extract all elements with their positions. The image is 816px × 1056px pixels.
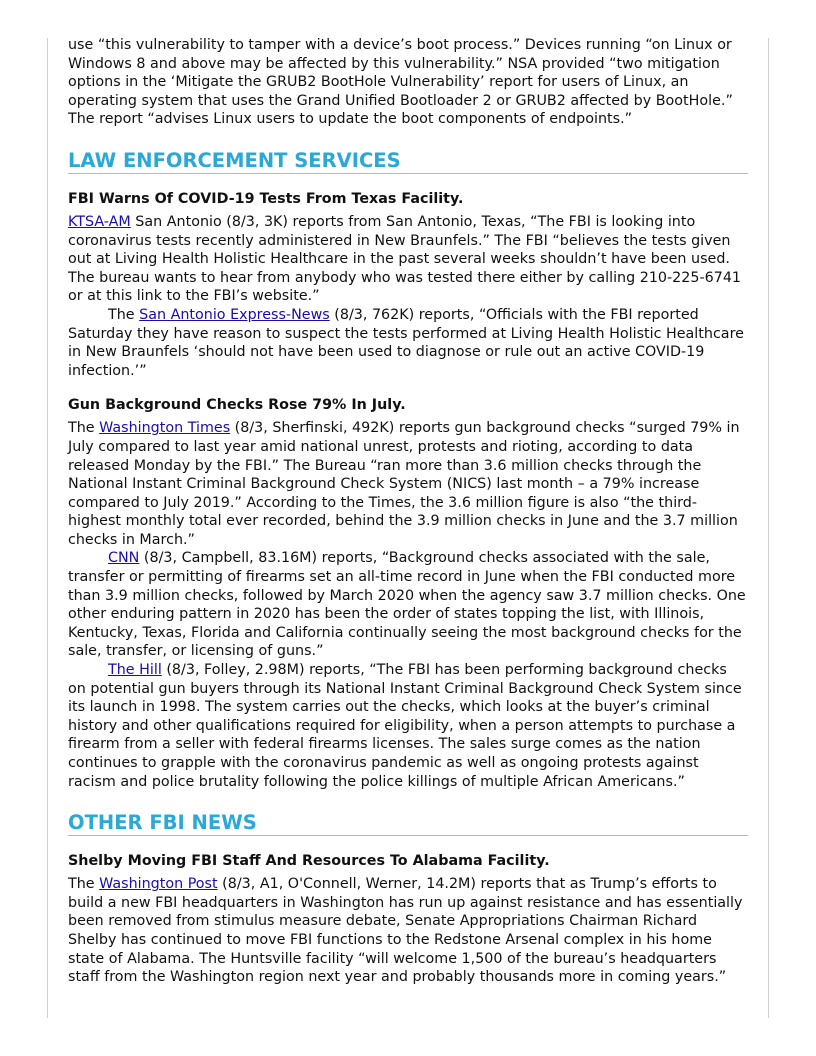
article-paragraph xyxy=(68,213,748,306)
paragraph-text: (8/3, Sherfinski, 492K) reports gun background checks “surged 79% in July compared to last year amid national unrest, protests and rioting, according to data released Monday by the FBI.” The Bureau “ran more than 3.6 million checks through the National Instant Criminal Background Check System (NICS) last month – a 79% increase compared to July 2019.” According to the Times, the 3.6 million figure is also “the third-highest monthly total ever recorded, behind the 3.9 million checks in June and the 3.7 million checks in March.” xyxy=(68,420,740,548)
article-headline-shelby: Shelby Moving FBI Staff And Resources To Alabama Facility. xyxy=(68,853,550,870)
source-link-cnn[interactable]: CNN xyxy=(108,550,140,567)
source-link-the-hill[interactable]: The Hill xyxy=(108,662,162,679)
section-heading-law-enforcement: LAW ENFORCEMENT SERVICES xyxy=(68,149,748,174)
article-headline-covid-tests: FBI Warns Of COVID-19 Tests From Texas Facility. xyxy=(68,190,464,207)
paragraph-lead: The xyxy=(68,420,100,437)
intro-paragraph: use “this vulnerability to tamper with a device’s boot process.” Devices running “on Linux or Windows 8 and above may be affected by this vulnerability.” NSA provided “two mitigation options in the ‘Mitigate the GRUB2 BootHole Vulnerability’ report for users of Linux, an operating system that uses the Grand Unified Bootloader 2 or GRUB2 affected by BootHole.” The report “advises Linux users to update the boot components of endpoints.” xyxy=(68,37,733,128)
article-paragraph xyxy=(68,549,748,661)
article-paragraph xyxy=(68,419,748,549)
source-link-sa-express-news[interactable]: San Antonio Express-News xyxy=(139,306,330,323)
newsletter-body xyxy=(68,36,748,987)
paragraph-text: (8/3, 762K) reports, “Officials with the FBI reported Saturday they have reason to suspect the tests performed at Living Health Holistic Healthcare in New Braunfels ‘should not have been used to diagnose or rule out an active COVID-19 infection.’” xyxy=(68,306,744,379)
paragraph-text: (8/3, Campbell, 83.16M) reports, “Background checks associated with the sale, transfer or permitting of firearms set an all-time record in June when the FBI conducted more than 3.9 million checks, followed by March 2020 when the agency saw 3.7 million checks. One other enduring pattern in 2020 has been the order of states topping the list, with Illinois, Kentucky, Texas, Florida and California continually seeing the most background checks for the sale, transfer, or licensing of guns.” xyxy=(68,550,746,660)
article-paragraph xyxy=(68,661,748,791)
article-paragraph xyxy=(68,306,748,380)
source-link-ktsa[interactable]: KTSA-AM xyxy=(68,213,131,230)
source-link-washington-post[interactable]: Washington Post xyxy=(99,876,218,893)
source-link-washington-times[interactable]: Washington Times xyxy=(99,420,231,437)
paragraph-text: San Antonio (8/3, 3K) reports from San Antonio, Texas, “The FBI is looking into coronavirus tests recently administered in New Braunfels.” The FBI “believes the tests given out at Living Health Holistic Healthcare in the past several weeks shouldn’t have been used. The bureau wants to hear from anybody who was tested there either by calling 210-225-6741 or at this link to the FBI’s website.” xyxy=(68,213,742,305)
article-headline-gun-checks: Gun Background Checks Rose 79% In July. xyxy=(68,397,406,414)
left-border xyxy=(47,38,48,1018)
right-border xyxy=(768,38,769,1018)
paragraph-lead: The xyxy=(68,876,100,893)
paragraph-lead: The xyxy=(108,306,140,323)
paragraph-text: (8/3, A1, O'Connell, Werner, 14.2M) reports that as Trump’s efforts to build a new FBI headquarters in Washington has run up against resistance and has essentially been removed from stimulus measure debate, Senate Appropriations Chairman Richard Shelby has continued to move FBI functions to the Redstone Arsenal complex in his home state of Alabama. The Huntsville facility “will welcome 1,500 of the bureau’s headquarters staff from the Washington region next year and probably thousands more in coming years.” xyxy=(68,876,743,986)
section-heading-other-fbi-news: OTHER FBI NEWS xyxy=(68,811,748,836)
article-paragraph xyxy=(68,875,748,987)
paragraph-text: (8/3, Folley, 2.98M) reports, “The FBI has been performing background checks on potential gun buyers through its National Instant Criminal Background Check System since its launch in 1998. The system carries out the checks, which looks at the buyer’s criminal history and other qualifications required for eligibility, when a person attempts to purchase a firearm from a seller with federal firearms licenses. The sales surge comes as the nation continues to grapple with the coronavirus pandemic as well as ongoing protests against racism and police brutality following the police killings of multiple African Americans.” xyxy=(68,662,742,790)
